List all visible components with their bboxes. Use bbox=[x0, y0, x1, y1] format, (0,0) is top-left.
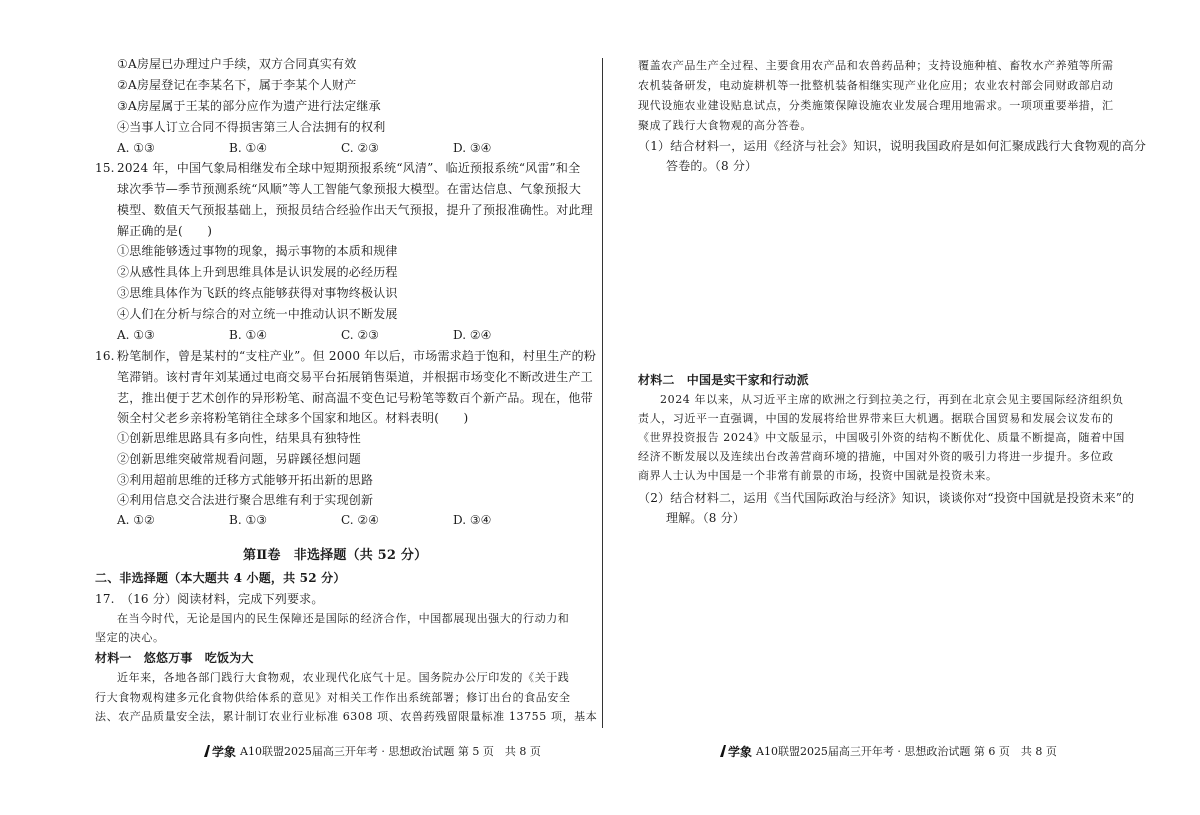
svg-text:学象: 学象 bbox=[728, 745, 753, 759]
q15-stem-1: 2024 年，中国气象局相继发布全球中短期预报系统“风清”、临近预报系统“风雷”和全 bbox=[117, 161, 581, 175]
q15-stem-4: 解正确的是( ) bbox=[117, 224, 213, 238]
brand-logo bbox=[718, 743, 754, 759]
question-1-line-1: （1）结合材料一，运用《经济与社会》知识，说明我国政府是如何汇聚成践行大食物观的高分 bbox=[638, 139, 1147, 153]
q15-item-4: ④人们在分析与综合的对立统一中推动认识不断发展 bbox=[117, 307, 398, 321]
right-page bbox=[604, 0, 1200, 815]
q14-item-4: ④当事人订立合同不得损害第三人合法拥有的权利 bbox=[117, 120, 386, 134]
q14-item-2: ②A房屋登记在李某名下，属于李某个人财产 bbox=[117, 78, 357, 92]
material1-cont-3: 现代设施农业建设贴息试点，分类施策保障设施农业发展合理用地需求。一项项重要举措，汇 bbox=[638, 99, 1114, 112]
footer-text: A10联盟2025届高三开年考 · 思想政治试题 第 6 页 共 8 页 bbox=[756, 745, 1057, 758]
footer-text: A10联盟2025届高三开年考 · 思想政治试题 第 5 页 共 8 页 bbox=[240, 745, 541, 758]
q17-heading: 17. （16 分）阅读材料，完成下列要求。 bbox=[95, 592, 324, 606]
q16-stem-4: 领全村父老乡亲将粉笔销往全球多个国家和地区。材料表明( ) bbox=[117, 411, 469, 425]
material1-cont-1: 覆盖农产品生产全过程、主要食用农产品和农兽药品种；支持设施种植、畜牧水产养殖等所需 bbox=[638, 59, 1114, 72]
section-subtitle: 二、非选择题（本大题共 4 小题，共 52 分） bbox=[95, 571, 346, 585]
svg-text:学象: 学象 bbox=[212, 745, 237, 759]
option-c: C. ②④ bbox=[341, 513, 379, 527]
option-a: A. ①② bbox=[117, 513, 155, 527]
q16-item-3: ③利用超前思维的迁移方式能够开拓出新的思路 bbox=[117, 473, 374, 487]
option-b: B. ①④ bbox=[229, 328, 267, 342]
material2-text-2: 责人，习近平一直强调，中国的发展将给世界带来巨大机遇。据联合国贸易和发展会议发布的 bbox=[638, 412, 1114, 425]
q14-item-3: ③A房屋属于王某的部分应作为遗产进行法定继承 bbox=[117, 99, 381, 113]
option-b: B. ①④ bbox=[229, 141, 267, 155]
q15-stem-3: 模型、数值天气预报基础上，预报员结合经验作出天气预报，提升了预报准确性。对此理 bbox=[117, 203, 593, 217]
material1-cont-2: 农机装备研发，电动旋耕机等一批整机装备相继实现产业化应用；农业农村部会同财政部启动 bbox=[638, 79, 1114, 92]
q17-intro-2: 坚定的决心。 bbox=[95, 631, 165, 644]
q15-item-2: ②从感性具体上升到思维具体是认识发展的必经历程 bbox=[117, 265, 398, 279]
q15-stem-2: 球次季节—季节预测系统“风顺”等人工智能气象预报大模型。在雷达信息、气象预报大 bbox=[117, 182, 582, 196]
material2-text-4: 经济不断发展以及连续出台改善营商环境的措施，中国对外资的吸引力将进一步提升。多位政 bbox=[638, 450, 1114, 463]
page-footer bbox=[718, 743, 1057, 759]
q16-options bbox=[117, 512, 537, 528]
material2-title: 材料二 中国是实干家和行动派 bbox=[638, 373, 809, 387]
option-b: B. ①③ bbox=[229, 513, 267, 527]
section-title: 第Ⅱ卷 非选择题（共 52 分） bbox=[243, 548, 428, 563]
material1-text-3: 法、农产品质量安全法，累计制订农业行业标准 6308 项、农兽药残留限量标准 13755 项，基本 bbox=[95, 710, 598, 723]
q16-stem-1: 粉笔制作，曾是某村的“支柱产业”。但 2000 年以后，市场需求趋于饱和，村里生产的粉 bbox=[117, 349, 597, 363]
question-2-line-1: （2）结合材料二，运用《当代国际政治与经济》知识，谈谈你对“投资中国就是投资未来”的 bbox=[638, 491, 1135, 505]
option-c: C. ②③ bbox=[341, 328, 379, 342]
page-divider bbox=[602, 58, 603, 728]
question-1-line-2: 答卷的。（8 分） bbox=[666, 159, 758, 173]
q14-item-1: ①A房屋已办理过户手续，双方合同真实有效 bbox=[117, 57, 357, 71]
q15-item-1: ①思维能够透过事物的现象，揭示事物的本质和规律 bbox=[117, 244, 398, 258]
material2-text-5: 商界人士认为中国是一个非常有前景的市场，投资中国就是投资未来。 bbox=[638, 469, 998, 482]
material2-text-1: 2024 年以来，从习近平主席的欧洲之行到拉美之行，再到在北京会见主要国际经济组织负 bbox=[660, 393, 1124, 406]
q16-item-4: ④利用信息交合法进行聚合思维有利于实现创新 bbox=[117, 493, 374, 507]
option-a: A. ①③ bbox=[117, 141, 155, 155]
q16-number: 16. bbox=[95, 349, 115, 363]
brand-logo bbox=[202, 743, 238, 759]
page-footer bbox=[202, 743, 541, 759]
q16-item-1: ①创新思维思路具有多向性，结果具有独特性 bbox=[117, 431, 362, 445]
option-d: D. ②④ bbox=[453, 328, 492, 342]
q16-stem-2: 笔滞销。该村青年刘某通过电商交易平台拓展销售渠道，并根据市场变化不断改进生产工 bbox=[117, 370, 593, 384]
option-d: D. ③④ bbox=[453, 513, 492, 527]
option-c: C. ②③ bbox=[341, 141, 379, 155]
material1-title: 材料一 悠悠万事 吃饭为大 bbox=[95, 651, 254, 665]
material1-text-2: 行大食物观构建多元化食物供给体系的意见》对相关工作作出系统部署；修订出台的食品安全 bbox=[95, 691, 571, 704]
q16-item-2: ②创新思维突破常规看问题，另辟蹊径想问题 bbox=[117, 452, 362, 466]
q15-number: 15. bbox=[95, 161, 115, 175]
question-2-line-2: 理解。（8 分） bbox=[666, 511, 746, 525]
q16-stem-3: 艺，推出便于艺术创作的异形粉笔、耐高温不变色记号粉笔等数百个新产品。现在，他带 bbox=[117, 391, 593, 405]
q14-options bbox=[117, 140, 537, 156]
material1-text-1: 近年来，各地各部门践行大食物观，农业现代化底气十足。国务院办公厅印发的《关于践 bbox=[117, 671, 570, 684]
material2-text-3: 《世界投资报告 2024》中文版显示，中国吸引外资的结构不断优化、质量不断提高，随着中国 bbox=[638, 431, 1125, 444]
q15-item-3: ③思维具体作为飞跃的终点能够获得对事物终极认识 bbox=[117, 286, 398, 300]
option-a: A. ①③ bbox=[117, 328, 155, 342]
material1-cont-4: 聚成了践行大食物观的高分答卷。 bbox=[638, 119, 812, 132]
q17-intro-1: 在当今时代，无论是国内的民生保障还是国际的经济合作，中国都展现出强大的行动力和 bbox=[117, 612, 570, 625]
q15-options bbox=[117, 327, 537, 343]
option-d: D. ③④ bbox=[453, 141, 492, 155]
